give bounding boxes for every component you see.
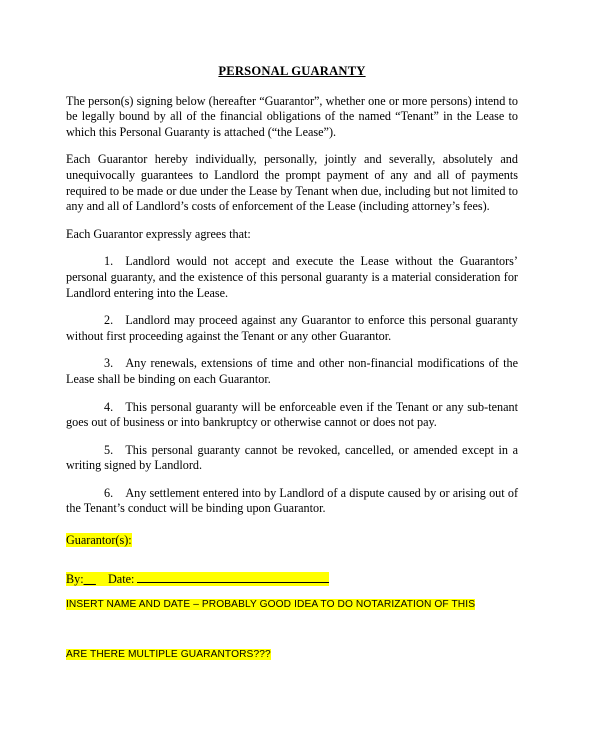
agrees-paragraph: Each Guarantor expressly agrees that: <box>66 226 251 241</box>
multiple-guarantors-note: ARE THERE MULTIPLE GUARANTORS??? <box>66 648 271 660</box>
signature-block <box>66 572 329 586</box>
note-line <box>66 647 518 663</box>
list-item: 3. Any renewals, extensions of time and other non-financial modifications of the Lease shall be binding on each Guarantor. <box>66 356 518 386</box>
intro-paragraph: The person(s) signing below (hereafter “Guarantor”, whether one or more persons) intend to be legally bound by all of the financial obligations of the named “Tenant” in the Lease to which this Personal Guaranty is attached (“the Lease”). <box>66 93 518 139</box>
guarantee-paragraph: Each Guarantor hereby individually, personally, jointly and severally, absolutely and unequivocally guarantees to Landlord the prompt payment of any and all of payments required to be made or due under the Lease by Tenant when due, including but not limited to any and all of Landlord’s costs of enforcement of the Lease (including attorney’s fees). <box>66 152 518 214</box>
list-item: 4. This personal guaranty will be enforceable even if the Tenant or any sub-tenant goes out of business or into bankruptcy or otherwise cannot or does not pay. <box>66 399 518 430</box>
list-item: 6. Any settlement entered into by Landlord of a dispute caused by or arising out of the Tenant’s conduct will be binding upon Guarantor. <box>66 485 518 516</box>
guarantor-label: Guarantor(s): <box>66 533 132 548</box>
signature-line <box>66 571 518 588</box>
date-blank[interactable] <box>137 571 329 583</box>
list-item: 5. This personal guaranty cannot be revoked, cancelled, or amended except in a writing signed by Landlord. <box>66 442 518 473</box>
date-label: Date: <box>107 571 135 586</box>
by-label: By: <box>66 571 84 586</box>
document-title: PERSONAL GUARANTY <box>218 64 366 78</box>
document-page <box>66 64 518 662</box>
by-blank[interactable]: __ <box>83 571 96 586</box>
list-item: 1. Landlord would not accept and execute the Lease without the Guarantors’ personal guaranty, and the existence of this personal guaranty is a material consideration for Landlord entering into the Lease. <box>66 254 518 300</box>
note-line <box>66 597 518 613</box>
list-item: 2. Landlord may proceed against any Guarantor to enforce this personal guaranty without first proceeding against the Tenant or any other Guarantor. <box>66 313 518 343</box>
guarantor-label-line <box>66 533 518 549</box>
notarization-note: INSERT NAME AND DATE – PROBABLY GOOD IDEA TO DO NOTARIZATION OF THIS <box>66 599 476 611</box>
